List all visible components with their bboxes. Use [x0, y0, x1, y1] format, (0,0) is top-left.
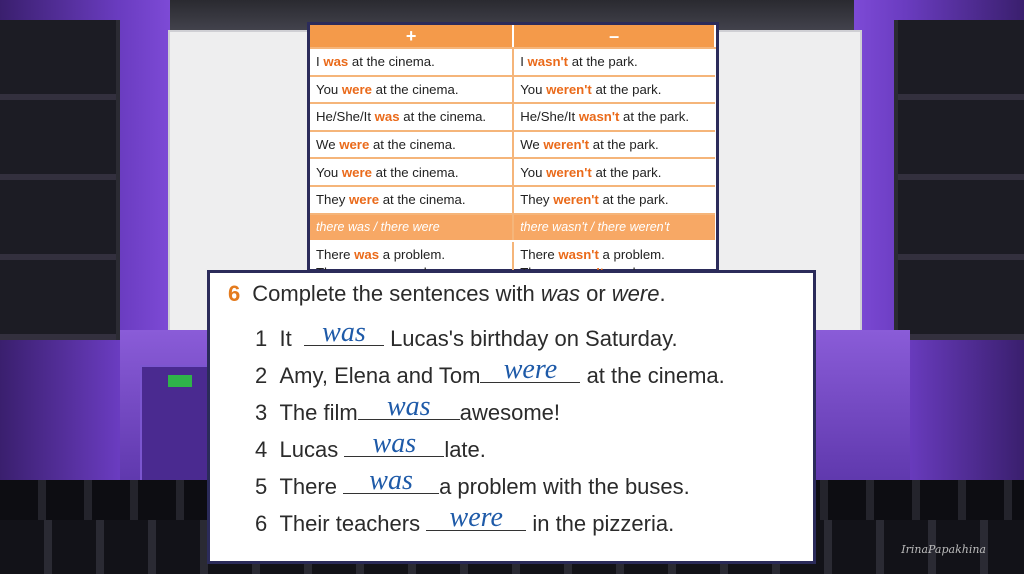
sentence-3: 3 The film was awesome!	[255, 391, 561, 425]
table-row: You were at the cinema. You weren't at the park.	[310, 76, 715, 104]
table-row: You were at the cinema. You weren't at the park.	[310, 158, 715, 186]
author-watermark: IrinaPapakhina	[901, 543, 986, 556]
exit-sign	[168, 375, 192, 387]
there-examples-row: There was a problem. There wasn't a problem.	[310, 241, 715, 282]
right-acoustic-panels	[894, 20, 1024, 340]
answer-blank[interactable]	[358, 391, 460, 422]
there-was-header-row	[310, 214, 715, 242]
answer-blank[interactable]	[480, 354, 580, 385]
answer-blank[interactable]	[344, 428, 444, 459]
plus-header: +	[310, 25, 513, 48]
there-negative-label: there wasn't / there weren't	[513, 214, 715, 242]
sentence-6: 6 Their teachers were in the pizzeria.	[255, 502, 675, 536]
answer-text: were	[449, 502, 503, 533]
answer-text: was	[322, 317, 366, 348]
grammar-table	[307, 22, 719, 272]
left-acoustic-panels	[0, 20, 120, 340]
answer-blank[interactable]	[304, 317, 384, 348]
minus-header: –	[513, 25, 715, 48]
answer-text: were	[503, 354, 558, 385]
answer-blank[interactable]	[426, 502, 526, 533]
exercise-title: 6 Complete the sentences with was or were.	[228, 281, 666, 306]
exercise-panel	[207, 270, 816, 564]
sentence-4: 4 Lucas was late.	[255, 428, 486, 462]
table-row: They were at the cinema. They weren't at the park.	[310, 186, 715, 214]
table-row: He/She/It was at the cinema. He/She/It wasn't at the park.	[310, 103, 715, 131]
answer-text: was	[369, 465, 413, 496]
there-positive-label: there was / there were	[310, 214, 513, 242]
table-row: I was at the cinema. I wasn't at the park.	[310, 48, 715, 76]
answer-blank[interactable]	[343, 465, 439, 496]
exercise-number: 6	[228, 281, 241, 306]
answer-text: was	[386, 391, 431, 422]
sentence-2: 2 Amy, Elena and Tom were at the cinema.	[255, 354, 725, 388]
answer-text: was	[372, 428, 417, 459]
sentence-1: 1 It was Lucas's birthday on Saturday.	[255, 317, 678, 351]
table-row: We were at the cinema. We weren't at the park.	[310, 131, 715, 159]
sentence-5: 5 There was a problem with the buses.	[255, 465, 690, 499]
